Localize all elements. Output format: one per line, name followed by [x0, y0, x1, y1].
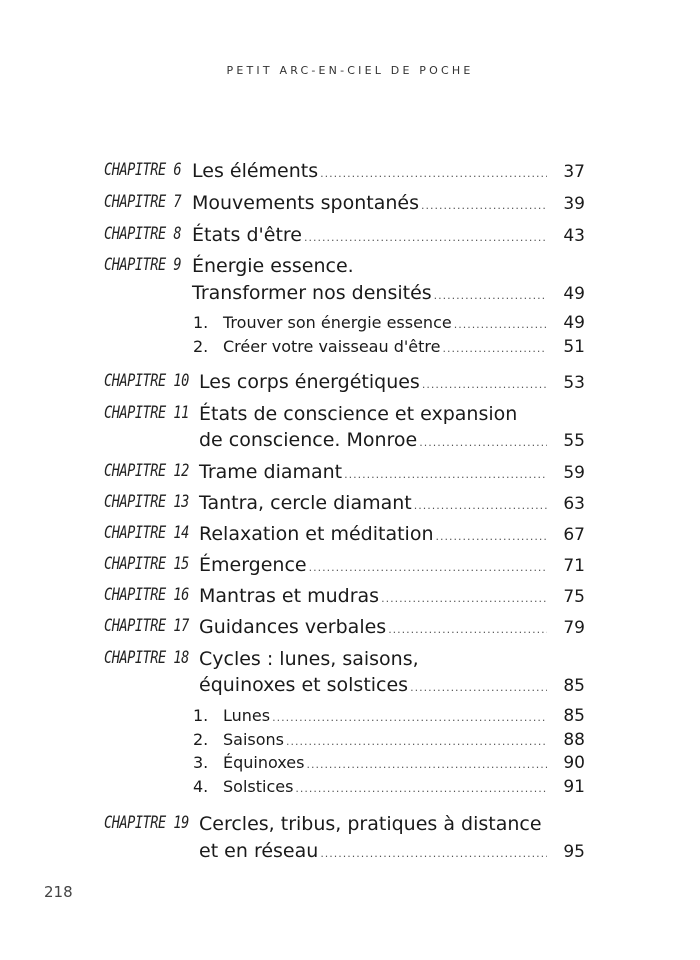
chapter-label: CHAPITRE 12	[104, 461, 189, 481]
chapter-label: CHAPITRE 14	[104, 523, 189, 543]
sub-number: 4.	[193, 777, 209, 796]
toc-subentry[interactable]	[193, 753, 547, 772]
page-ref: 55	[563, 431, 585, 451]
leader-dots	[272, 711, 547, 724]
page-ref: 79	[563, 618, 585, 638]
toc-entry[interactable]	[199, 616, 547, 638]
page-number: 218	[44, 883, 73, 901]
page-ref: 88	[563, 730, 585, 750]
toc-entry[interactable]	[199, 523, 547, 545]
page-ref: 49	[563, 313, 585, 333]
chapter-label: CHAPITRE 19	[104, 813, 189, 833]
sub-title: Saisons	[223, 730, 285, 749]
chapter-label: CHAPITRE 8	[104, 224, 182, 244]
page-ref: 49	[563, 284, 585, 304]
toc-entry[interactable]	[192, 224, 547, 246]
page-ref: 53	[563, 373, 585, 393]
page-ref: 85	[563, 676, 585, 696]
page-ref: 51	[563, 337, 585, 357]
page-ref: 37	[563, 162, 585, 182]
sub-title: Trouver son énergie essence	[223, 313, 452, 332]
sub-title: Créer votre vaisseau d'être	[223, 337, 441, 356]
toc-entry[interactable]	[192, 282, 547, 304]
leader-dots	[388, 623, 547, 636]
chapter-title: et en réseau	[199, 840, 319, 862]
sub-number: 2.	[193, 730, 209, 749]
leader-dots	[421, 199, 547, 212]
toc-entry[interactable]	[199, 840, 547, 862]
page-ref: 59	[563, 463, 585, 483]
chapter-title-line1: Énergie essence.	[192, 255, 354, 277]
leader-dots	[422, 378, 547, 391]
leader-dots	[344, 468, 547, 481]
chapter-title: Les éléments	[192, 160, 319, 182]
toc-entry[interactable]	[199, 461, 547, 483]
chapter-label: CHAPITRE 18	[104, 648, 189, 668]
chapter-title: Mouvements spontanés	[192, 192, 419, 214]
toc-entry[interactable]	[192, 160, 547, 182]
chapter-title: Les corps énergétiques	[199, 371, 420, 393]
toc-subentry[interactable]	[193, 706, 547, 725]
page-ref: 43	[563, 226, 585, 246]
chapter-label: CHAPITRE 16	[104, 585, 189, 605]
chapter-label: CHAPITRE 7	[104, 192, 182, 212]
toc-entry[interactable]	[199, 429, 547, 451]
page-ref: 71	[563, 556, 585, 576]
sub-number: 2.	[193, 337, 209, 356]
sub-title: Solstices	[223, 777, 294, 796]
chapter-label: CHAPITRE 10	[104, 371, 189, 391]
chapter-title: États d'être	[192, 224, 302, 246]
sub-title: Équinoxes	[223, 753, 305, 772]
toc-entry[interactable]	[199, 492, 547, 514]
chapter-title: Tantra, cercle diamant	[199, 492, 412, 514]
chapter-label: CHAPITRE 15	[104, 554, 189, 574]
leader-dots	[286, 735, 547, 748]
chapter-title-line1: États de conscience et expansion	[199, 403, 518, 425]
page-ref: 63	[563, 494, 585, 514]
page-ref: 85	[563, 706, 585, 726]
page-ref: 91	[563, 777, 585, 797]
chapter-title: équinoxes et solstices	[199, 674, 409, 696]
page-ref: 90	[563, 753, 585, 773]
leader-dots	[320, 167, 547, 180]
chapter-title: Relaxation et méditation	[199, 523, 434, 545]
chapter-label: CHAPITRE 17	[104, 616, 189, 636]
leader-dots	[436, 530, 548, 543]
chapter-title: Mantras et mudras	[199, 585, 380, 607]
chapter-title: Trame diamant	[199, 461, 343, 483]
leader-dots	[414, 499, 547, 512]
toc-subentry[interactable]	[193, 313, 547, 332]
sub-title: Lunes	[223, 706, 271, 725]
leader-dots	[410, 681, 547, 694]
page-ref: 75	[563, 587, 585, 607]
chapter-title-line1: Cercles, tribus, pratiques à distance	[199, 813, 542, 835]
toc-subentry[interactable]	[193, 337, 547, 356]
leader-dots	[320, 847, 547, 860]
leader-dots	[295, 782, 547, 795]
running-head: PETIT ARC-EN-CIEL DE POCHE	[226, 64, 474, 77]
toc-entry[interactable]	[199, 371, 547, 393]
chapter-title: de conscience. Monroe	[199, 429, 418, 451]
leader-dots	[454, 318, 547, 331]
toc-entry[interactable]	[192, 192, 547, 214]
toc-subentry[interactable]	[193, 777, 547, 796]
chapter-label: CHAPITRE 9	[104, 255, 182, 275]
chapter-title: Transformer nos densités	[192, 282, 432, 304]
chapter-title: Guidances verbales	[199, 616, 387, 638]
chapter-title: Émergence	[199, 554, 307, 576]
leader-dots	[304, 231, 547, 244]
page-ref: 95	[563, 842, 585, 862]
chapter-label: CHAPITRE 13	[104, 492, 189, 512]
leader-dots	[434, 289, 547, 302]
leader-dots	[381, 592, 547, 605]
toc-subentry[interactable]	[193, 730, 547, 749]
leader-dots	[419, 436, 547, 449]
page-ref: 39	[563, 194, 585, 214]
leader-dots	[309, 561, 547, 574]
chapter-title-line1: Cycles : lunes, saisons,	[199, 648, 419, 670]
chapter-label: CHAPITRE 6	[104, 160, 182, 180]
page-ref: 67	[563, 525, 585, 545]
sub-number: 3.	[193, 753, 209, 772]
sub-number: 1.	[193, 706, 209, 725]
leader-dots	[306, 758, 547, 771]
sub-number: 1.	[193, 313, 209, 332]
toc-entry[interactable]	[199, 554, 547, 576]
toc-entry[interactable]	[199, 674, 547, 696]
chapter-label: CHAPITRE 11	[104, 403, 189, 423]
leader-dots	[442, 342, 547, 355]
toc-entry[interactable]	[199, 585, 547, 607]
